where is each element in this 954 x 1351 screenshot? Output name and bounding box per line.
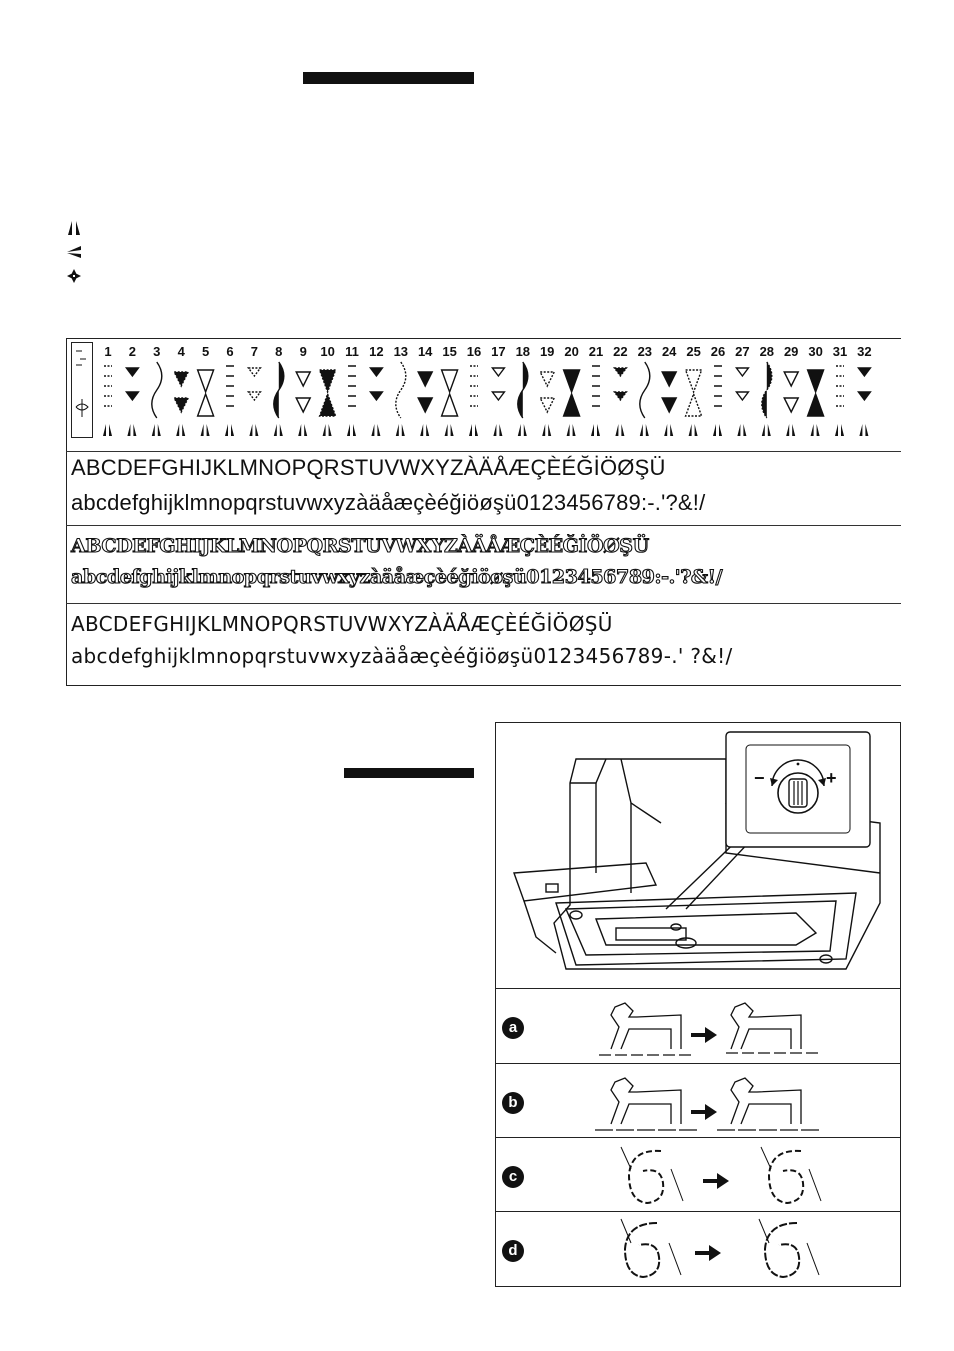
presser-foot-icon <box>689 424 698 436</box>
stitch-number: 30 <box>808 344 823 359</box>
presser-foot-icon <box>396 424 405 436</box>
stitch-pattern <box>592 366 600 406</box>
stitch-number: 4 <box>177 344 185 359</box>
stitch-pattern <box>418 372 432 412</box>
stitch-pattern <box>152 362 162 418</box>
flower-icon <box>72 343 92 437</box>
presser-foot-icon <box>835 424 844 436</box>
presser-foot-row <box>96 420 896 444</box>
cross-foot-icon <box>66 268 82 284</box>
alphabet-2-lower: abcdefghijklmnopqrstuvwxyzàäåæçèéğiöøşü0123456789:-.'?&!/ <box>71 566 723 588</box>
six-stitch-d-icon <box>591 1213 891 1285</box>
stitch-number: 7 <box>250 344 258 359</box>
stitch-pattern <box>736 368 748 400</box>
presser-foot-icon <box>859 424 868 436</box>
stitch-pattern <box>540 372 554 412</box>
alphabet-1-lower: abcdefghijklmnopqrstuvwxyzàäåæçèéğiöøşü0123456789:-.'?&!/ <box>71 490 706 515</box>
stitch-number: 3 <box>153 344 161 359</box>
stitch-pattern <box>226 366 234 406</box>
stitch-number: 17 <box>491 344 506 359</box>
stitch-pattern <box>198 370 214 416</box>
stitch-number: 12 <box>369 344 384 359</box>
presser-foot-icon <box>591 424 600 436</box>
presser-foot-icon <box>347 424 356 436</box>
stitch-number: 19 <box>539 344 555 359</box>
alphabet-3-lower: abcdefghijklmnopqrstuvwxyzàäåæçèéğiöøşü0123456789-.' ?&!/ <box>71 644 733 668</box>
stitch-pattern <box>248 368 260 400</box>
stitch-pattern <box>348 366 356 406</box>
presser-foot-icon <box>542 424 551 436</box>
stitch-number: 22 <box>613 344 628 359</box>
dial-plus-label: + <box>826 768 837 788</box>
stitch-number: 8 <box>275 344 283 359</box>
label-a: a <box>502 1017 524 1039</box>
figure-row-b <box>496 1063 900 1138</box>
figure-row-d <box>496 1211 900 1288</box>
figure-row-c <box>496 1137 900 1212</box>
stitch-pattern <box>784 372 798 412</box>
label-c: c <box>502 1166 524 1188</box>
stitch-number: 13 <box>393 344 409 359</box>
presser-foot-icon <box>249 424 258 436</box>
stitch-number: 21 <box>588 344 604 359</box>
stitch-pattern <box>714 366 722 406</box>
stitch-pattern <box>492 368 504 400</box>
stitch-number: 16 <box>466 344 482 359</box>
stitch-pattern <box>614 368 626 400</box>
stitch-number: 18 <box>515 344 531 359</box>
stitch-number: 5 <box>201 344 210 359</box>
side-foot-icon <box>66 244 82 260</box>
stitch-number: 6 <box>226 344 234 359</box>
stitch-pattern <box>442 370 458 416</box>
stitch-pattern <box>370 368 382 400</box>
stitch-pattern <box>274 362 284 418</box>
stitch-pattern <box>320 370 336 416</box>
stitch-number: 23 <box>637 344 653 359</box>
stitch-number: 14 <box>417 344 433 359</box>
stitch-number: 27 <box>735 344 750 359</box>
stitch-pattern <box>762 362 772 418</box>
stitch-number: 31 <box>832 344 848 359</box>
figure-row-a <box>496 988 900 1064</box>
stitch-number: 11 <box>345 344 359 359</box>
stitch-pattern-row <box>96 360 896 422</box>
stitch-pattern <box>518 362 528 418</box>
stitch-pattern <box>808 370 824 416</box>
presser-foot-icon <box>518 424 527 436</box>
presser-foot-icon <box>274 424 283 436</box>
six-stitch-c-icon <box>591 1139 891 1211</box>
stitch-pattern <box>640 362 650 418</box>
stitch-number: 25 <box>686 344 701 359</box>
stitch-number: 2 <box>128 344 136 359</box>
separator-1 <box>66 451 901 452</box>
separator-2 <box>66 525 901 526</box>
stitch-pattern <box>174 372 188 412</box>
presser-foot-icon <box>298 424 307 436</box>
presser-foot-icon <box>469 424 478 436</box>
dog-stitch-b-icon <box>591 1068 891 1138</box>
stitch-pattern <box>126 368 138 400</box>
heading-bar-top <box>303 72 474 84</box>
presser-foot-icon <box>786 424 795 436</box>
stitch-pattern <box>662 372 676 412</box>
stitch-pattern <box>858 368 870 400</box>
presser-foot-icon <box>127 424 136 436</box>
presser-foot-icon <box>567 424 576 436</box>
stitch-pattern <box>396 362 406 418</box>
stitch-pattern <box>686 370 702 416</box>
stitch-number: 1 <box>104 344 112 359</box>
presser-foot-icon <box>713 424 722 436</box>
balance-adjust-figure <box>495 722 901 1287</box>
stitch-pattern <box>564 370 580 416</box>
presser-foot-icon <box>664 424 673 436</box>
machine-illustration <box>496 723 900 987</box>
stitch-number: 26 <box>710 344 726 359</box>
heading-bar-bottom <box>344 768 474 778</box>
presser-foot-icon <box>811 424 820 436</box>
stitch-number: 10 <box>320 344 335 359</box>
stitch-number: 24 <box>661 344 677 359</box>
dial-minus-label: − <box>754 768 765 788</box>
stitch-number: 15 <box>442 344 457 359</box>
stitch-pattern <box>470 366 478 406</box>
stitch-number: 32 <box>857 344 872 359</box>
presser-foot-icon <box>225 424 234 436</box>
presser-foot-icon <box>762 424 771 436</box>
presser-foot-icon <box>445 424 454 436</box>
presser-foot-icon <box>493 424 502 436</box>
presser-foot-icon <box>323 424 332 436</box>
presser-foot-icon <box>201 424 210 436</box>
presser-foot-icon <box>420 424 429 436</box>
alphabet-1-upper: ABCDEFGHIJKLMNOPQRSTUVWXYZÀÄÅÆÇÈÉĞİÖØŞÜ <box>71 455 666 480</box>
stitch-pattern <box>104 366 112 406</box>
stitch-selector-box <box>71 342 93 438</box>
presser-foot-icon <box>737 424 746 436</box>
presser-foot-icon <box>66 220 82 236</box>
stitch-pattern <box>836 366 844 406</box>
stitch-number: 9 <box>299 344 307 359</box>
presser-foot-icon <box>615 424 624 436</box>
alphabet-2-upper: ABCDEFGHIJKLMNOPQRSTUVWXYZÀÄÅÆÇÈÉĞİÖØŞÜ <box>71 535 649 557</box>
presser-foot-icon <box>152 424 161 436</box>
stitch-number: 20 <box>564 344 579 359</box>
alphabet-3-upper: ABCDEFGHIJKLMNOPQRSTUVWXYZÀÄÅÆÇÈÉĞİÖØŞÜ <box>71 612 613 636</box>
label-b: b <box>502 1092 524 1114</box>
presser-foot-icon <box>371 424 380 436</box>
stitch-number: 29 <box>783 344 799 359</box>
dog-stitch-a-icon <box>591 993 891 1063</box>
separator-3 <box>66 603 901 604</box>
presser-foot-icon <box>640 424 649 436</box>
stitch-pattern <box>296 372 310 412</box>
presser-foot-icon <box>176 424 185 436</box>
presser-foot-icon <box>103 424 112 436</box>
stitch-number: 28 <box>759 344 775 359</box>
label-d: d <box>502 1240 524 1262</box>
